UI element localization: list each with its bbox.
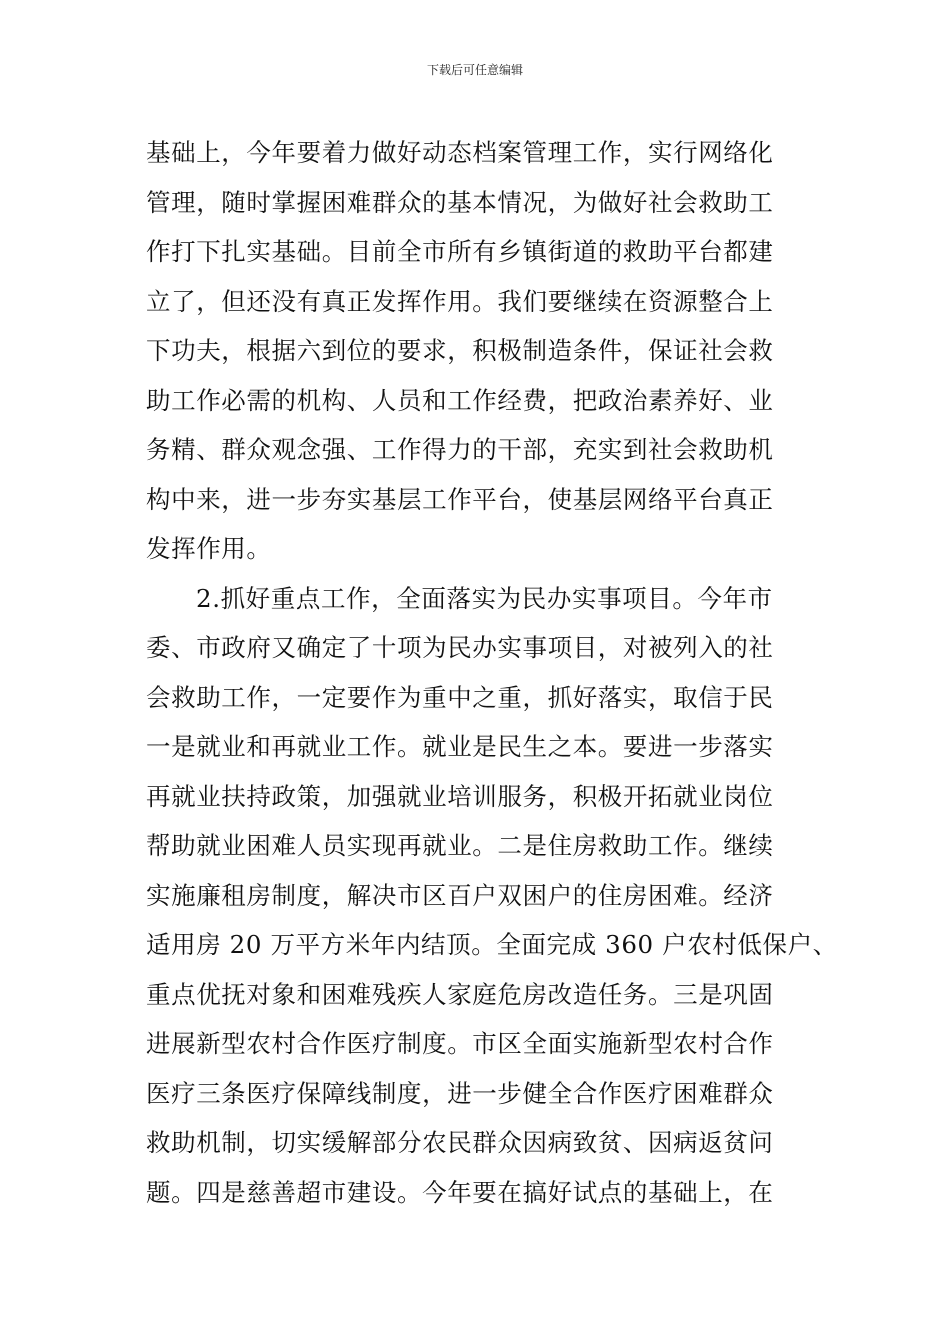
text-line: 重点优抚对象和困难残疾人家庭危房改造任务。三是巩固 (146, 979, 774, 1009)
document-body (146, 128, 838, 1217)
text-line: 帮助就业困难人员实现再就业。二是住房救助工作。继续 (146, 831, 774, 860)
text-line: 基础上，今年要着力做好动态档案管理工作，实行网络化 (146, 138, 774, 167)
text-line: 实施廉租房制度，解决市区百户双困户的住房困难。经济 (146, 880, 774, 910)
text-line: 委、市政府又确定了十项为民办实事项目，对被列入的社 (146, 633, 774, 662)
text-line: 发挥作用。 (146, 534, 272, 563)
text-line: 进展新型农村合作医疗制度。市区全面实施新型农村合作 (146, 1029, 774, 1058)
text-line: 题。四是慈善超市建设。今年要在搞好试点的基础上，在 (146, 1177, 774, 1207)
text-line: 助工作必需的机构、人员和工作经费，把政治素养好、业 (146, 385, 774, 415)
text-line: 管理，随时掌握困难群众的基本情况，为做好社会救助工 (146, 187, 774, 217)
text-line: 再就业扶持政策，加强就业培训服务，积极开拓就业岗位 (146, 781, 774, 811)
text-line: 下功夫，根据六到位的要求，积极制造条件，保证社会救 (146, 336, 774, 365)
page-header: 下载后可任意编辑 (426, 63, 523, 77)
text-line: 适用房 20 万平方米年内结顶。全面完成 360 户农村低保户、 (146, 930, 838, 959)
text-line: 构中来，进一步夯实基层工作平台，使基层网络平台真正 (146, 484, 774, 514)
section-heading-line: 2.抓好重点工作，全面落实为民办实事项目。今年市 (196, 583, 773, 613)
text-line: 作打下扎实基础。目前全市所有乡镇街道的救助平台都建 (146, 237, 774, 266)
text-line: 会救助工作，一定要作为重中之重，抓好落实，取信于民 (146, 682, 774, 712)
text-line: 务精、群众观念强、工作得力的干部，充实到社会救助机 (146, 435, 774, 464)
text-line: 医疗三条医疗保障线制度，进一步健全合作医疗困难群众 (146, 1078, 774, 1108)
text-line: 一是就业和再就业工作。就业是民生之本。要进一步落实 (146, 732, 774, 761)
text-line: 救助机制，切实缓解部分农民群众因病致贫、因病返贫问 (146, 1128, 774, 1157)
text-line: 立了，但还没有真正发挥作用。我们要继续在资源整合上 (146, 286, 774, 316)
